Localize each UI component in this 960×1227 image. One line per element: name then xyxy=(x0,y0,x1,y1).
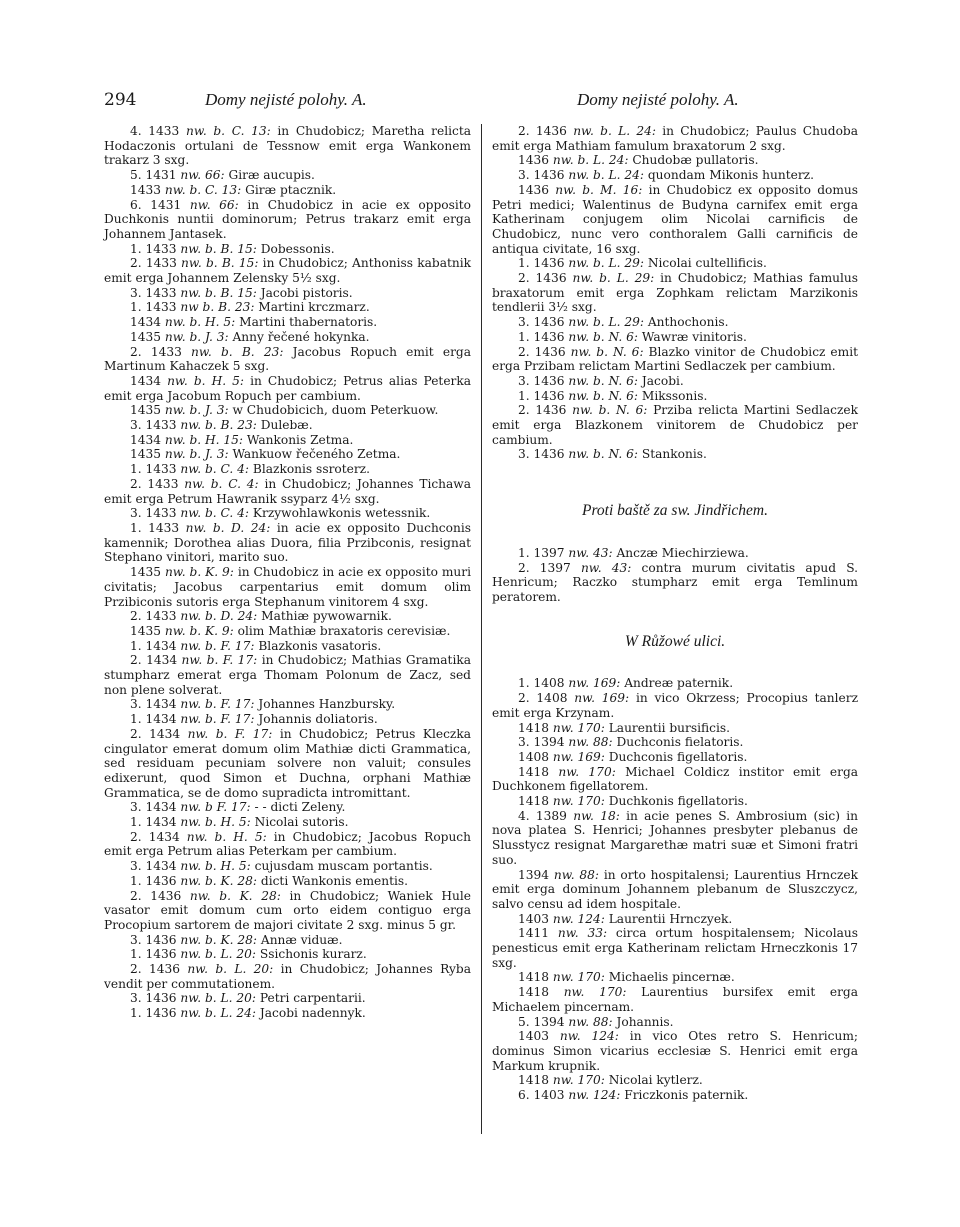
record-entry: 1. 1436 nw. b. L. 20: Ssichonis kurarz. xyxy=(130,947,367,962)
record-entry: 1411 nw. 33: circa ortum hospitalensem; Nicolaus penesticus emit erga Katherinam relictam Hrneczkonis 17 sxg. xyxy=(492,926,858,970)
record-entry: 1. 1436 nw. b. N. 6: Mikssonis. xyxy=(518,388,708,403)
record-entry: 1408 nw. 169: Duchconis figellatoris. xyxy=(518,749,748,764)
record-entry: 1403 nw. 124: in vico Otes retro S. Henricum; dominus Simon vicarius ecclesiæ S. Henrici emit erga Markum krupnik. xyxy=(492,1029,859,1073)
record-entry: 3. 1433 nw. b. C. 4: Krzywohlawkonis wetessnik. xyxy=(130,506,431,521)
record-entry: 1418 nw. 170: Nicolai kytlerz. xyxy=(518,1073,703,1088)
record-entry: 3. 1434 nw. b. F. 17: Johannes Hanzbursky. xyxy=(130,697,396,712)
column-divider xyxy=(481,124,482,1134)
record-entry: 3. 1433 nw. b. B. 15: Jacobi pistoris. xyxy=(130,285,353,300)
record-entry: 1394 nw. 88: in orto hospitalensi; Laurentius Hrnczek emit erga dominum Johannem plebanum de Sluszczycz, salvo censu ad idem hospitale. xyxy=(492,867,858,911)
record-entry: 1403 nw. 124: Laurentii Hrnczyek. xyxy=(518,911,733,926)
record-entry: 1. 1433 nw. b. C. 4: Blazkonis ssroterz. xyxy=(130,462,370,477)
record-entry: 6. 1403 nw. 124: Friczkonis paternik. xyxy=(518,1088,749,1103)
record-entry: 3. 1394 nw. 88: Duchconis fielatoris. xyxy=(518,735,744,750)
record-entry: 5. 1431 nw. 66: Giræ aucupis. xyxy=(130,168,315,183)
record-entry: 1. 1436 nw. b. L. 24: Jacobi nadennyk. xyxy=(130,1006,366,1021)
record-entry: 3. 1434 nw. b F. 17: - - dicti Zeleny. xyxy=(130,800,346,815)
record-entry: 5. 1394 nw. 88: Johannis. xyxy=(518,1014,674,1029)
right-column xyxy=(492,124,858,1103)
record-entry: 2. 1408 nw. 169: in vico Okrzess; Procopius tanlerz emit erga Krzynam. xyxy=(492,691,858,720)
record-entry: 3. 1433 nw. b. B. 23: Dulebæ. xyxy=(130,418,313,433)
record-entry: 2. 1434 nw. b. H. 5: in Chudobicz; Jacobus Ropuch emit erga Petrum alias Peterkam per cambium. xyxy=(104,829,471,859)
record-entry: 4. 1389 nw. 18: in acie penes S. Ambrosium (sic) in nova platea S. Henrici; Johannes presbyter plebanus de Slusstycz resignat Margarethæ matri suæ et Simoni fratri suo. xyxy=(492,808,858,867)
record-entry: 6. 1431 nw. 66: in Chudobicz in acie ex opposito Duchkonis nuntii dominorum; Petrus trakarz emit erga Johannem Jantasek. xyxy=(104,197,471,241)
record-entry: 1. 1408 nw. 169: Andreæ paternik. xyxy=(518,676,734,691)
record-entry: 1. 1433 nw b. B. 23: Martini krczmarz. xyxy=(130,300,370,315)
record-entry: 2. 1433 nw. b. C. 4: in Chudobicz; Johannes Tichawa emit erga Petrum Hawranik ssyparz 4½ sxg. xyxy=(104,476,471,506)
record-entry: 1435 nw. b. J. 3: Anny řečené hokynka. xyxy=(130,329,370,344)
record-entry: 1. 1433 nw. b. D. 24: in acie ex opposito Duchconis kamennik; Dorothea alias Duora, filia Przibconis, resignat Stephano vinitori, marito suo. xyxy=(104,520,471,565)
section-heading-bastion: Proti baště za sw. Jindřichem. xyxy=(582,502,768,520)
record-entry: 1. 1433 nw. b. B. 15: Dobessonis. xyxy=(130,241,335,256)
running-head-right: Domy nejisté polohy. A. xyxy=(577,90,739,109)
record-entry: 3. 1436 nw. b. L. 29: Anthochonis. xyxy=(518,315,729,330)
record-entry: 2. 1397 nw. 43: contra murum civitatis apud S. Henricum; Raczko stumpharz emit erga Temlinum peratorem. xyxy=(492,560,858,604)
entries-group-continued xyxy=(492,124,858,462)
record-entry: 2. 1436 nw. b. N. 6: Prziba relicta Martini Sedlaczek emit erga Blazkonem vinitorem de Chudobicz per cambium. xyxy=(492,403,859,447)
record-entry: 1418 nw. 170: Laurentius bursifex emit erga Michaelem pincernam. xyxy=(492,985,859,1014)
record-entry: 1. 1397 nw. 43: Anczæ Miechirziewa. xyxy=(518,545,749,560)
record-entry: 1418 nw. 170: Duchkonis figellatoris. xyxy=(518,794,748,809)
section-heading-rose-street: W Růžowé ulici. xyxy=(624,632,726,650)
record-entry: 2. 1436 nw. b. L. 24: in Chudobicz; Paulus Chudoba emit erga Mathiam famulum braxatorum 2 sxg. xyxy=(492,124,858,153)
record-entry: 1434 nw. b. H. 5: Martini thabernatoris. xyxy=(130,315,378,330)
record-entry: 1433 nw. b. C. 13: Giræ ptacznik. xyxy=(130,182,337,197)
record-entry: 3. 1436 nw. b. N. 6: Stankonis. xyxy=(518,447,707,462)
record-entry: 2. 1434 nw. b. F. 17: in Chudobicz; Petrus Kleczka cingulator emerat domum olim Mathiæ dicti Grammatica, sed residuam pecuniam solvere non valuit; consules edixerunt, quod Simon et Duchna, orphani Mathiæ Grammatica, se de domo supradicta intromittant. xyxy=(104,726,471,800)
record-entry: 1. 1436 nw. b. L. 29: Nicolai cultellificis. xyxy=(518,256,767,271)
record-entry: 2. 1433 nw. b. D. 24: Mathiæ pywowarnik. xyxy=(130,609,392,624)
record-entry: 2. 1434 nw. b. F. 17: in Chudobicz; Mathias Gramatika stumpharz emerat erga Thomam Polonum de Zacz, sed non plene solverat. xyxy=(104,653,471,697)
record-entry: 1418 nw. 170: Michaelis pincernæ. xyxy=(518,970,735,985)
record-entry: 1435 nw. b. J. 3: Wankuow řečeného Zetma. xyxy=(130,447,401,462)
record-entry: 1434 nw. b. H. 15: Wankonis Zetma. xyxy=(130,432,354,447)
record-entry: 1435 nw. b. K. 9: olim Mathiæ braxatoris cerevisiæ. xyxy=(130,623,451,638)
record-entry: 1418 nw. 170: Laurentii bursificis. xyxy=(518,720,730,735)
record-entry: 1. 1434 nw. b. F. 17: Johannis doliatoris. xyxy=(130,712,378,727)
page-number: 294 xyxy=(104,90,137,110)
running-head-left: Domy nejisté polohy. A. xyxy=(205,90,367,109)
record-entry: 3. 1436 nw. b. L. 24: quondam Mikonis hunterz. xyxy=(518,168,814,183)
record-entry: 4. 1433 nw. b. C. 13: in Chudobicz; Maretha relicta Hodaczonis ortulani de Tessnow emit erga Wankonem trakarz 3 sxg. xyxy=(104,124,471,168)
record-entry: 1. 1436 nw. b. N. 6: Wawræ vinitoris. xyxy=(518,329,747,344)
record-entry: 2. 1436 nw. b. L. 20: in Chudobicz; Johannes Ryba vendit per commutationem. xyxy=(104,962,471,991)
record-entry: 1. 1434 nw. b. H. 5: Nicolai sutoris. xyxy=(130,815,349,830)
record-entry: 3. 1436 nw. b. K. 28: Annæ viduæ. xyxy=(130,932,343,947)
record-entry: 1435 nw. b. K. 9: in Chudobicz in acie ex opposito muri civitatis; Jacobus carpentarius emit domum olim Przibiconis sutoris erga Stephanum vinitorem 4 sxg. xyxy=(104,565,471,609)
record-entry: 1436 nw. b. M. 16: in Chudobicz ex opposito domus Petri medici; Walentinus de Budyna carnifex emit erga Katherinam conjugem olim Nicolai carnificis de Chudobicz, nunc vero conthoralem Galli carnificis de antiqua civitate, 16 sxg. xyxy=(492,182,858,256)
record-entry: 2. 1436 nw. b. K. 28: in Chudobicz; Waniek Hule vasator emit domum cum orto eidem contiguo erga Procopium sartorem de majori civitate 2 sxg. minus 5 gr. xyxy=(104,888,471,932)
entries-group-bastion xyxy=(492,546,858,605)
entries-group-rose-street xyxy=(492,676,858,1102)
record-entry: 2. 1436 nw. b. N. 6: Blazko vinitor de Chudobicz emit erga Przibam relictam Martini Sedlaczek per cambium. xyxy=(492,344,858,374)
record-entry: 1436 nw. b. L. 24: Chudobæ pullatoris. xyxy=(518,153,759,168)
record-entry: 2. 1433 nw. b. B. 15: in Chudobicz; Anthoniss kabatnik emit erga Johannem Zelensky 5½ sxg. xyxy=(104,256,471,286)
record-entry: 1434 nw. b. H. 5: in Chudobicz; Petrus alias Peterka emit erga Jacobum Ropuch per cambium. xyxy=(104,373,472,403)
record-entry: 2. 1433 nw. b. B. 23: Jacobus Ropuch emit erga Martinum Kahaczek 5 sxg. xyxy=(104,344,471,374)
left-column xyxy=(104,124,471,1021)
record-entry: 3. 1436 nw. b. N. 6: Jacobi. xyxy=(518,373,684,388)
record-entry: 1. 1434 nw. b. F. 17: Blazkonis vasatoris. xyxy=(130,638,382,653)
record-entry: 3. 1434 nw. b. H. 5: cujusdam muscam portantis. xyxy=(130,859,433,874)
record-entry: 1418 nw. 170: Michael Coldicz institor emit erga Duchkonem figellatorem. xyxy=(492,764,859,794)
record-entry: 2. 1436 nw. b. L. 29: in Chudobicz; Mathias famulus braxatorum emit erga Zophkam relictam Marzikonis tendlerii 3½ sxg. xyxy=(492,271,858,315)
record-entry: 1435 nw. b. J. 3: w Chudobicich, duom Peterkuow. xyxy=(130,403,439,418)
record-entry: 1. 1436 nw. b. K. 28: dicti Wankonis ementis. xyxy=(130,873,409,888)
record-entry: 3. 1436 nw. b. L. 20: Petri carpentarii. xyxy=(130,991,366,1006)
